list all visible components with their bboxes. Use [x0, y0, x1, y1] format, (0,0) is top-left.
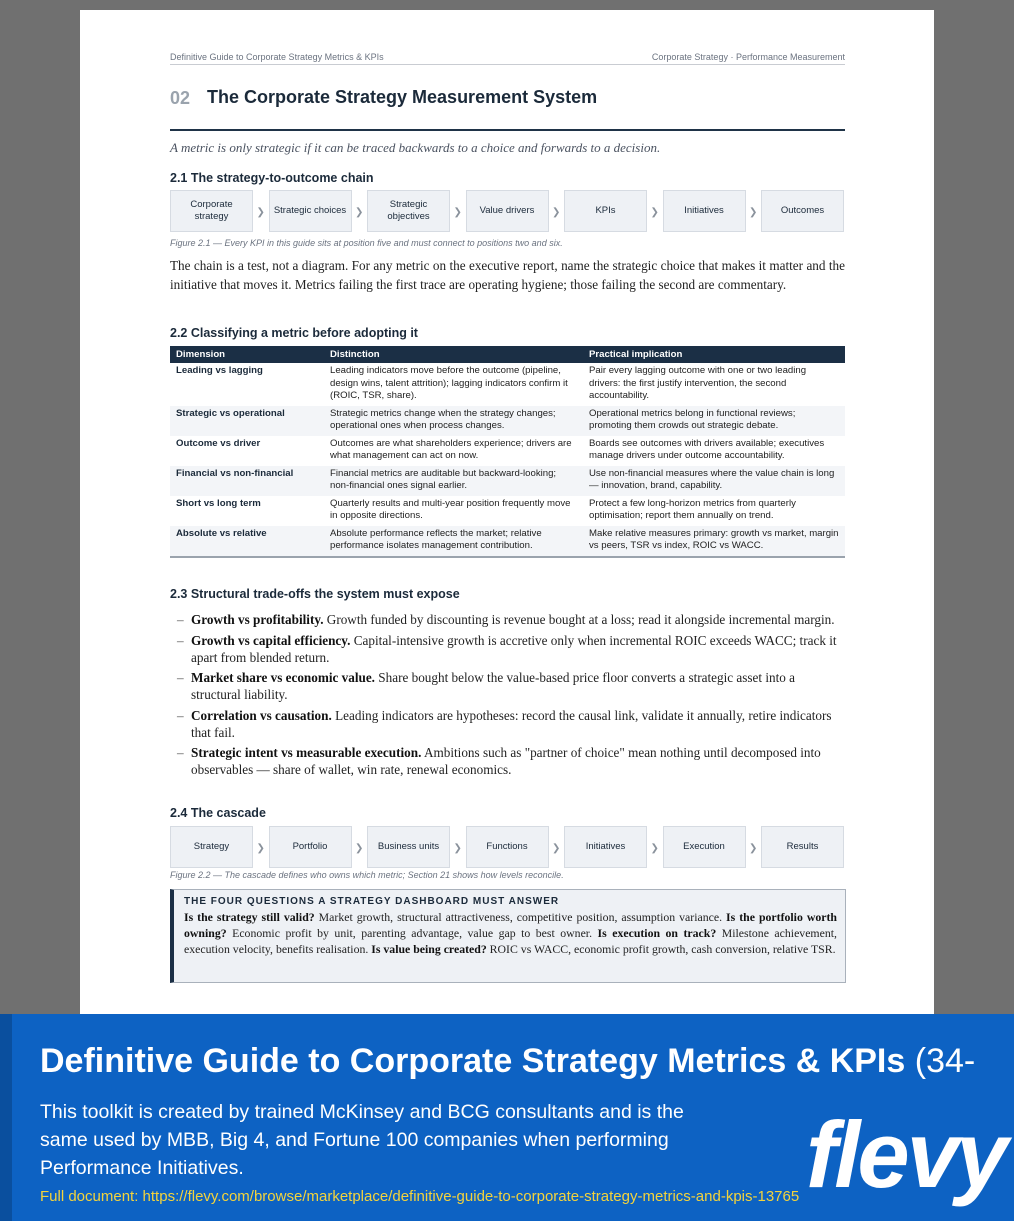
tradeoff-list	[170, 611, 845, 782]
tradeoff-text: Growth funded by discounting is revenue bought at a loss; read it alongside incremental margin.	[323, 612, 835, 627]
dash-bullet-icon: –	[177, 745, 184, 760]
banner-title-main: Definitive Guide to Corporate Strategy Metrics & KPIs	[40, 1042, 906, 1080]
dimension-cell: Leading vs lagging	[176, 365, 263, 376]
dimension-cell: Absolute vs relative	[170, 526, 324, 557]
banner-description: This toolkit is created by trained McKinsey and BCG consultants and is the same used by MBB, Big 4, and Fortune 100 companies when performing Performance Initiatives.	[40, 1101, 684, 1179]
section-2-3-heading: 2.3 Structural trade-offs the system must expose	[170, 587, 460, 601]
chain-step: Strategic objectives	[367, 190, 450, 232]
callout-question: Is value being created?	[371, 942, 487, 956]
cascade-step: Functions	[466, 826, 549, 868]
promo-banner	[0, 1014, 1014, 1221]
chevron-right-icon: ❯	[453, 206, 462, 218]
column-header: Dimension	[170, 346, 324, 363]
cascade-step: Business units	[367, 826, 450, 868]
tradeoff-text: Leading indicators are hypotheses: record the causal link, validate it annually, retire indicators that fail.	[191, 707, 832, 740]
dimension-cell: Outcome vs driver	[176, 437, 261, 449]
figure-2-2-caption: Figure 2.2 — The cascade defines who owns which metric; Section 21 shows how levels reconcile.	[170, 870, 564, 880]
distinction-cell: Absolute performance reflects the market; relative performance isolates management contribution.	[324, 526, 583, 557]
tradeoff-text: Capital-intensive growth is accretive only when incremental ROIC exceeds WACC; track it apart from blended return.	[191, 632, 837, 665]
distinction-cell: Financial metrics are auditable but backward-looking; non-financial ones signal earlier.	[324, 466, 583, 496]
banner-title-suffix: (34-	[905, 1042, 976, 1080]
chapter-title: The Corporate Strategy Measurement System	[207, 87, 598, 107]
section-2-4-heading: 2.4 The cascade	[170, 806, 266, 820]
dimension-cell: Short vs long term	[176, 497, 261, 509]
implication-cell: Pair every lagging outcome with one or two leading drivers: the first justify intervention, the second accountability.	[589, 365, 807, 401]
distinction-cell: Quarterly results and multi-year position frequently move in opposite directions.	[330, 497, 571, 521]
banner-title	[40, 1042, 975, 1081]
callout-answer: Milestone achievement, execution velocity, benefits realisation.	[184, 926, 837, 956]
chevron-right-icon: ❯	[256, 206, 265, 218]
implication-cell: Make relative measures primary: growth vs market, margin vs peers, TSR vs index, ROIC vs WACC.	[583, 526, 845, 557]
cascade-step: Strategy	[170, 826, 253, 868]
chevron-right-icon: ❯	[650, 842, 659, 854]
chain-step: Initiatives	[663, 190, 746, 232]
distinction-cell: Leading indicators move before the outcome (pipeline, design wins, talent attrition); lagging indicators confirm it (ROIC, TSR, share).	[330, 365, 568, 401]
dash-bullet-icon: –	[177, 707, 184, 723]
tradeoff-title: Strategic intent vs measurable execution.	[191, 745, 422, 760]
callout-heading: THE FOUR QUESTIONS A STRATEGY DASHBOARD MUST ANSWER	[184, 896, 560, 907]
chain-step: Value drivers	[466, 190, 549, 232]
chevron-right-icon: ❯	[552, 206, 561, 218]
callout-question: Is execution on track?	[597, 926, 717, 940]
cascade-step: Results	[761, 826, 844, 868]
chevron-right-icon: ❯	[749, 842, 758, 854]
banner-accent-stripe	[0, 1014, 12, 1221]
column-header: Distinction	[324, 346, 583, 363]
tradeoff-title: Market share vs economic value.	[191, 670, 375, 685]
chevron-right-icon: ❯	[453, 842, 462, 854]
implication-cell: Boards see outcomes with drivers available; executives manage drivers under outcome accountability.	[589, 437, 825, 461]
table-row	[170, 496, 845, 526]
chevron-right-icon: ❯	[552, 842, 561, 854]
metric-classification-table	[170, 346, 845, 558]
table-row	[170, 526, 845, 557]
table-row	[170, 406, 845, 436]
chevron-right-icon: ❯	[256, 842, 265, 854]
chain-paragraph: The chain is a test, not a diagram. For any metric on the executive report, name the strategic choice that makes it matter and the initiative that moves it. Metrics failing the first trace are operating hygiene; those failing the second are commentary.	[170, 258, 845, 292]
implication-cell: Operational metrics belong in functional reviews; promoting them crowds out strategic debate.	[583, 406, 845, 436]
running-header-right: Corporate Strategy · Performance Measurement	[651, 52, 845, 62]
table-row	[170, 363, 845, 406]
tradeoff-title: Growth vs capital efficiency.	[191, 632, 351, 648]
list-item	[170, 744, 845, 778]
distinction-cell: Outcomes are what shareholders experience; drivers are what management can act on now.	[330, 437, 572, 461]
dimension-cell: Strategic vs operational	[170, 406, 324, 436]
cascade-diagram	[170, 826, 845, 870]
chain-step: Strategic choices	[269, 190, 352, 232]
implication-cell: Use non-financial measures where the value chain is long — innovation, brand, capability.	[583, 466, 845, 496]
tradeoff-text: Ambitions such as "partner of choice" mean nothing until decomposed into observables — share of wallet, win rate, renewal economics.	[191, 745, 821, 777]
dash-bullet-icon: –	[177, 632, 184, 648]
dash-bullet-icon: –	[177, 670, 184, 685]
chevron-right-icon: ❯	[650, 206, 659, 218]
figure-2-1-caption: Figure 2.1 — Every KPI in this guide sits at position five and must connect to positions two and six.	[170, 238, 563, 248]
chevron-right-icon: ❯	[355, 206, 364, 218]
list-item	[170, 632, 845, 666]
tradeoff-title: Growth vs profitability.	[191, 612, 324, 627]
chevron-right-icon: ❯	[749, 206, 758, 218]
callout-answer: Economic profit by unit, parenting advantage, value gap to best owner.	[226, 926, 598, 940]
chain-step: Outcomes	[761, 190, 844, 232]
dash-bullet-icon: –	[177, 612, 184, 627]
dashboard-questions-callout	[170, 889, 846, 983]
callout-question: Is the strategy still valid?	[184, 910, 315, 924]
table-header-row	[170, 346, 845, 363]
cascade-step: Initiatives	[564, 826, 647, 868]
list-item	[170, 707, 845, 741]
callout-body	[184, 909, 837, 957]
chain-step: KPIs	[564, 190, 647, 232]
list-item	[170, 669, 845, 703]
full-document-link[interactable]: Full document: https://flevy.com/browse/marketplace/definitive-guide-to-corporate-strategy-metrics-and-kpis-13765	[40, 1188, 800, 1205]
running-header-left: Definitive Guide to Corporate Strategy Metrics & KPIs	[170, 52, 384, 62]
distinction-cell: Strategic metrics change when the strategy changes; operational ones when process changes.	[324, 406, 583, 436]
tradeoff-text: Share bought below the value-based price floor converts a strategic asset into a structural liability.	[191, 670, 796, 702]
cascade-step: Portfolio	[269, 826, 352, 868]
flevy-logo: flevy	[806, 1102, 1006, 1207]
chapter-heading	[170, 86, 845, 131]
implication-cell: Protect a few long-horizon metrics from quarterly optimisation; report them annually on trend.	[589, 497, 796, 521]
table-row	[170, 436, 845, 466]
strategy-chain-diagram	[170, 190, 845, 234]
column-header: Practical implication	[583, 346, 845, 363]
table-row	[170, 466, 845, 496]
document-page	[80, 10, 934, 1016]
chevron-right-icon: ❯	[355, 842, 364, 854]
chain-step: Corporate strategy	[170, 190, 253, 232]
list-item	[170, 611, 845, 628]
callout-question: Is the portfolio worth owning?	[184, 910, 837, 940]
cascade-step: Execution	[663, 826, 746, 868]
tradeoff-title: Correlation vs causation.	[191, 707, 332, 723]
chapter-lead: A metric is only strategic if it can be traced backwards to a choice and forwards to a decision.	[170, 140, 661, 155]
chapter-number: 02	[170, 88, 191, 108]
callout-answer: Market growth, structural attractiveness, competitive position, assumption variance.	[314, 910, 727, 924]
running-header	[170, 52, 845, 65]
section-2-1-heading: 2.1 The strategy-to-outcome chain	[170, 171, 374, 185]
section-2-2-heading: 2.2 Classifying a metric before adopting it	[170, 326, 418, 340]
dimension-cell: Financial vs non-financial	[170, 466, 324, 496]
callout-answer: ROIC vs WACC, economic profit growth, cash conversion, relative TSR.	[486, 942, 836, 956]
